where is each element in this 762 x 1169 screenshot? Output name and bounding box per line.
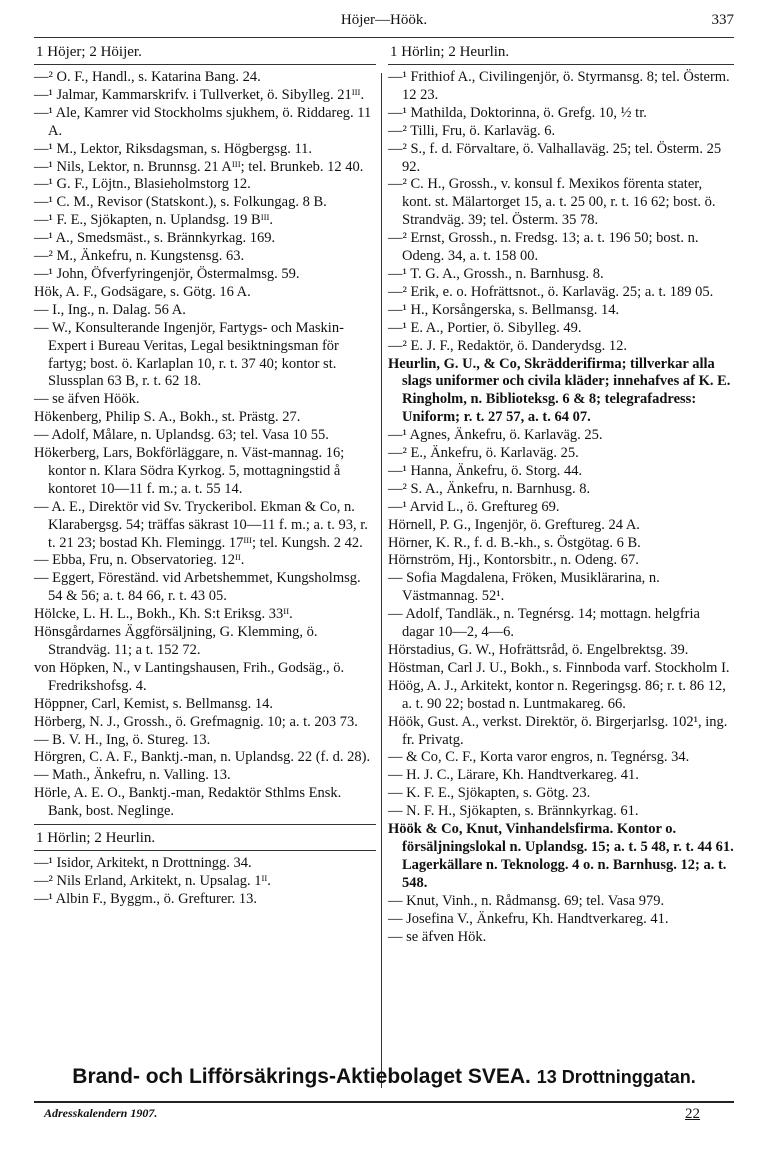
directory-entry: — B. V. H., Ing, ö. Stureg. 13.: [34, 731, 211, 748]
directory-entry: Hörgren, C. A. F., Banktj.-man, n. Uplandsg. 22 (f. d. 28).: [34, 749, 371, 766]
directory-entry: —² Erik, e. o. Hofrättsnot., ö. Karlaväg. 25; a. t. 189 05.: [388, 283, 714, 300]
footer: [34, 1106, 734, 1126]
directory-entry: —² M., Änkefru, n. Kungstensg. 63.: [34, 248, 245, 265]
directory-entry: Höök & Co, Knut, Vinhandelsfirma. Kontor o. försäljningslokal n. Uplandsg. 15; a. t. 5 48, r. t. 44 61. Lagerkällare n. Teknologg. 4 o. n. Barnhusg. 12; a. t. 548.: [388, 821, 734, 891]
left-entries-2: [34, 855, 376, 909]
directory-entry: —¹ M., Lektor, Riksdagsman, s. Högbergsg. 11.: [34, 140, 313, 157]
directory-entry: —¹ G. F., Löjtn., Blasieholmstorg 12.: [34, 176, 251, 193]
directory-entry: —² Nils Erland, Arkitekt, n. Upsalag. 1ᴵᴵ.: [34, 872, 271, 889]
directory-entry: —¹ A., Smedsmäst., s. Brännkyrkag. 169.: [34, 230, 276, 247]
directory-entry: —² E. J. F., Redaktör, ö. Danderydsg. 12.: [388, 337, 628, 354]
directory-entry: —² Ernst, Grossh., n. Fredsg. 13; a. t. 196 50; bost. n. Odeng. 34, a. t. 158 00.: [388, 230, 699, 265]
left-column-heading: 1 Höjer; 2 Höijer.: [36, 44, 142, 60]
directory-entry: von Höpken, N., v Lantingshausen, Frih., Godsäg., ö. Fredrikshofsg. 4.: [34, 659, 345, 694]
directory-entry: —¹ Agnes, Änkefru, ö. Karlaväg. 25.: [388, 427, 603, 444]
directory-entry: — Math., Änkefru, n. Valling. 13.: [34, 767, 231, 784]
left-column: [34, 43, 376, 909]
directory-entry: — se äfven Hök.: [388, 928, 487, 945]
directory-entry: Höög, A. J., Arkitekt, kontor n. Regeringsg. 86; r. t. 86 12, a. t. 90 22; bostad n. Luntmakareg. 66.: [388, 677, 726, 712]
footer-rule: [34, 1101, 734, 1103]
directory-entry: —² S., f. d. Förvaltare, ö. Valhallaväg. 25; tel. Österm. 25 92.: [388, 140, 722, 175]
directory-entry: Hörner, K. R., f. d. B.-kh., s. Östgötag. 6 B.: [388, 534, 641, 551]
advertisement-banner: [34, 1065, 734, 1089]
directory-entry: — Adolf, Tandläk., n. Tegnérsg. 14; mottagn. helgfria dagar 10—2, 4—6.: [388, 606, 700, 641]
right-column-heading: 1 Hörlin; 2 Heurlin.: [390, 44, 510, 60]
column-divider: [381, 73, 382, 1088]
directory-entry: — I., Ing., n. Dalag. 56 A.: [34, 301, 186, 318]
directory-entry: —¹ Nils, Lektor, n. Brunnsg. 21 Aᴵᴵᴵ; tel. Brunkeb. 12 40.: [34, 158, 364, 175]
directory-entry: Hölcke, L. H. L., Bokh., Kh. S:t Eriksg. 33ᴵᴵ.: [34, 606, 293, 623]
directory-entry: Hörnell, P. G., Ingenjör, ö. Greftureg. 24 A.: [388, 516, 640, 533]
directory-entry: — Adolf, Målare, n. Uplandsg. 63; tel. Vasa 10 55.: [34, 427, 329, 444]
directory-entry: Hörstadius, G. W., Hofrättsråd, ö. Engelbrektsg. 39.: [388, 642, 689, 658]
directory-entry: —¹ Frithiof A., Civilingenjör, ö. Styrmansg. 8; tel. Österm. 12 23.: [388, 69, 730, 103]
directory-entry: — N. F. H., Sjökapten, s. Brännkyrkag. 61.: [388, 803, 639, 820]
directory-entry: — Sofia Magdalena, Fröken, Musiklärarina, n. Västmannag. 52¹.: [388, 570, 660, 605]
left-heading-rule: [34, 64, 376, 65]
directory-entry: Höök, Gust. A., verkst. Direktör, ö. Birgerjarlsg. 102¹, ing. fr. Privatg.: [388, 713, 728, 748]
directory-entry: —¹ C. M., Revisor (Statskont.), s. Folkungag. 8 B.: [34, 194, 327, 211]
directory-entry: —¹ John, Öfverfyringenjör, Östermalmsg. 59.: [34, 265, 300, 282]
directory-entry: —¹ Ale, Kamrer vid Stockholms sjukhem, ö. Riddareg. 11 A.: [34, 104, 372, 139]
directory-entry: —² E., Änkefru, ö. Karlaväg. 25.: [388, 445, 579, 462]
directory-entry: Hökenberg, Philip S. A., Bokh., st. Prästg. 27.: [34, 409, 301, 426]
right-column: [388, 43, 734, 946]
directory-entry: Hökerberg, Lars, Bokförläggare, n. Väst-mannag. 16; kontor n. Klara Södra Kyrkog. 5, mottagningstid å kontoret 10—11 f. m.; a. t. 55 14.: [34, 445, 345, 497]
right-heading-rule: [388, 64, 734, 65]
directory-entry: Höstman, Carl J. U., Bokh., s. Finnboda varf. Stockholm I.: [388, 659, 730, 676]
directory-entry: — Eggert, Föreständ. vid Arbetshemmet, Kungsholmsg. 54 & 56; a. t. 84 66, r. t. 43 05.: [34, 570, 361, 605]
directory-entry: — & Co, C. F., Korta varor engros, n. Tegnérsg. 34.: [388, 749, 690, 766]
directory-entry: —¹ H., Korsångerska, s. Bellmansg. 14.: [388, 301, 620, 318]
directory-entry: —¹ T. G. A., Grossh., n. Barnhusg. 8.: [388, 265, 604, 282]
directory-entry: —² C. H., Grossh., v. konsul f. Mexikos förenta stater, kont. st. Mälartorget 15, a. t. 25 00, r. t. 16 62; bost. ö. Strandväg. 39; tel. Österm. 35 78.: [388, 176, 716, 229]
directory-entry: — se äfven Höök.: [34, 391, 140, 408]
directory-entry: —¹ Mathilda, Doktorinna, ö. Grefg. 10, ½ tr.: [388, 104, 647, 121]
directory-entry: Höppner, Carl, Kemist, s. Bellmansg. 14.: [34, 695, 274, 712]
header-rule: [34, 37, 734, 38]
directory-entry: — H. J. C., Lärare, Kh. Handtverkareg. 41.: [388, 767, 639, 784]
directory-entry: —² O. F., Handl., s. Katarina Bang. 24.: [34, 69, 261, 85]
page-number: 337: [711, 12, 734, 28]
directory-page: [34, 10, 734, 1155]
directory-entry: —¹ E. A., Portier, ö. Sibylleg. 49.: [388, 319, 582, 336]
directory-entry: — Josefina V., Änkefru, Kh. Handtverkareg. 41.: [388, 910, 669, 927]
directory-entry: — K. F. E., Sjökapten, s. Götg. 23.: [388, 785, 591, 802]
right-entries: [388, 69, 734, 946]
directory-entry: Hönsgårdarnes Äggförsäljning, G. Klemming, ö. Strandväg. 11; a t. 152 72.: [34, 624, 318, 658]
directory-entry: —¹ Albin F., Byggm., ö. Grefturег. 13.: [34, 890, 257, 907]
directory-entry: Hörnström, Hj., Kontorsbitr., n. Odeng. 67.: [388, 552, 639, 569]
directory-entry: Hörberg, N. J., Grossh., ö. Grefmagnig. 10; a. t. 203 73.: [34, 713, 358, 730]
directory-entry: Hörle, A. E. O., Banktj.-man, Redaktör Sthlms Ensk. Bank, bost. Neglinge.: [34, 785, 342, 820]
left-subheading-rule-top: [34, 824, 376, 825]
directory-entry: —² Tilli, Fru, ö. Karlaväg. 6.: [388, 122, 556, 139]
banner-company: Brand- och Lifförsäkrings-Aktiebolaget SVEA.: [72, 1065, 531, 1088]
directory-entry: Hök, A. F., Godsägare, s. Götg. 16 A.: [34, 283, 251, 300]
directory-entry: —¹ Arvid L., ö. Greftureg 69.: [388, 498, 560, 515]
directory-entry: Heurlin, G. U., & Co, Skrädderifirma; tillverkar alla slags uniformer och civila kläder; innehafves af K. E. Ringholm, n. Biblioteksg. 6 & 8; telegrafadress: Uniform; r. t. 27 57, a. t. 64 07.: [388, 355, 731, 426]
banner-address: 13 Drottninggatan.: [536, 1067, 696, 1087]
running-head: [34, 10, 734, 34]
left-entries: [34, 69, 376, 821]
directory-entry: —¹ Hanna, Änkefru, ö. Storg. 44.: [388, 462, 583, 479]
left-subheading-rule-bottom: [34, 850, 376, 851]
footer-publication: Adresskalendern 1907.: [44, 1106, 158, 1120]
directory-entry: — Knut, Vinh., n. Rådmansg. 69; tel. Vasa 979.: [388, 892, 665, 909]
columns: [34, 43, 734, 1058]
directory-entry: — A. E., Direktör vid Sv. Tryckeribol. Ekman & Co, n. Klarabergsg. 54; träffas säkrast 10—11 f. m.; a. t. 93, r. t. 21 23; bostad Kh. Flemingg. 17ᴵᴵᴵ; tel. Kungsh. 2 42.: [34, 498, 368, 551]
left-column-subheading: 1 Hörlin; 2 Heurlin.: [36, 830, 156, 847]
directory-entry: —¹ Isidor, Arkitekt, n Drottningg. 34.: [34, 855, 252, 872]
directory-entry: —¹ Jalmar, Kammarskrifv. i Tullverket, ö. Sibylleg. 21ᴵᴵᴵ.: [34, 86, 365, 103]
directory-entry: —¹ F. E., Sjökapten, n. Uplandsg. 19 Bᴵᴵᴵ.: [34, 212, 274, 229]
directory-entry: — Ebba, Fru, n. Observatorieg. 12ᴵᴵ.: [34, 552, 245, 569]
directory-entry: — W., Konsulterande Ingenjör, Fartygs- och Maskin-Expert i Bureau Veritas, Legal besiktningsman för fartyg; bost. ö. Karlaplan 10, r. t. 37 40; kontor st. Slussplan 63 B, r. t. 62 18.: [34, 319, 344, 390]
running-head-title: Höjer—Höök.: [340, 12, 428, 28]
footer-signature: 22: [685, 1106, 700, 1122]
directory-entry: —² S. A., Änkefru, n. Barnhusg. 8.: [388, 480, 591, 497]
